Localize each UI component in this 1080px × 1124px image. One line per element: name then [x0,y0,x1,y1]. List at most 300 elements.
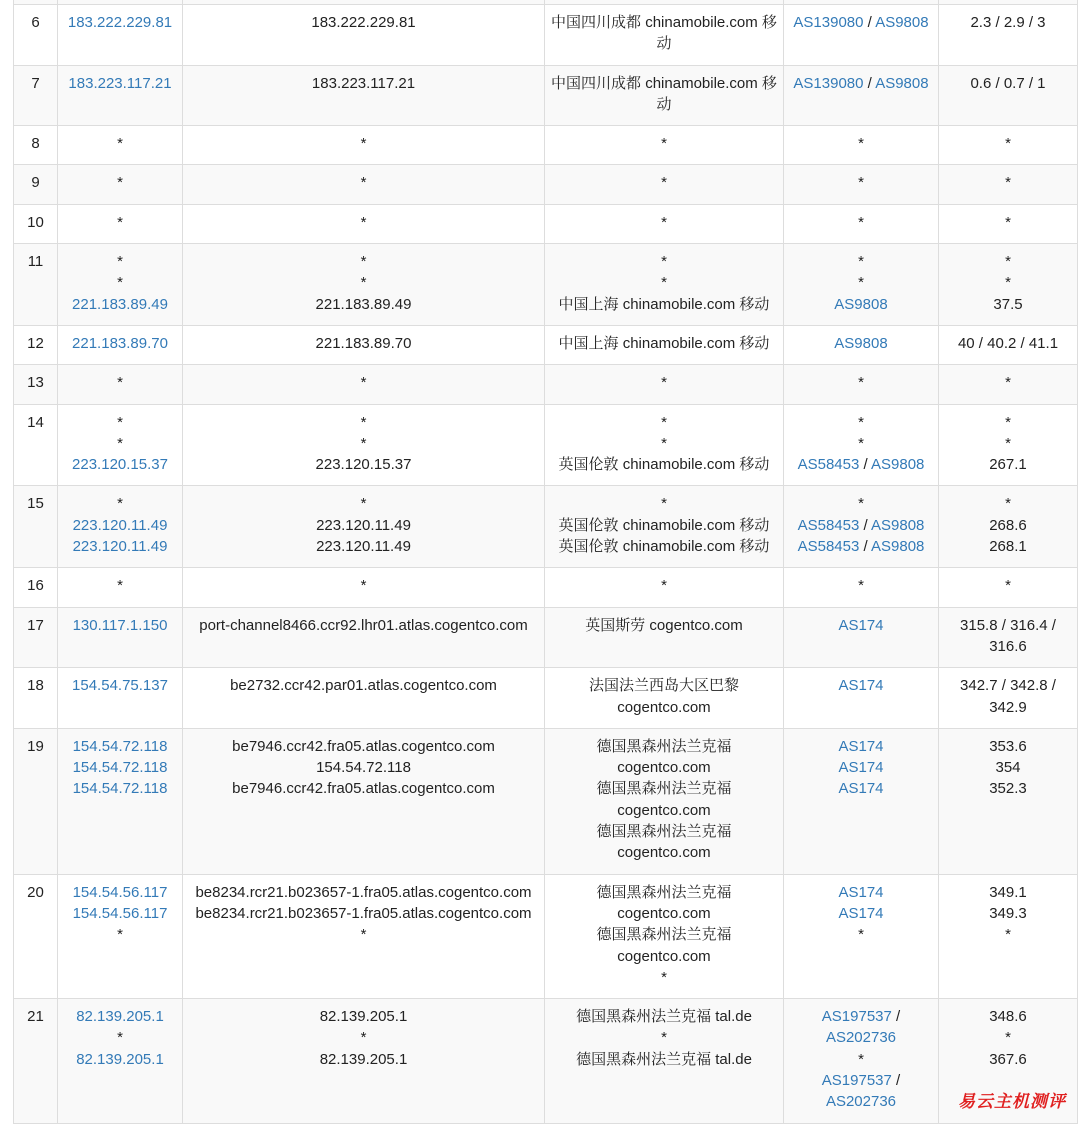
location-cell [545,65,784,126]
timeout-star: * [360,926,367,944]
latency-text: 348.6 [989,1008,1027,1026]
asn-line [790,133,932,154]
location-text: 英国伦敦 chinamobile.com 移动 [558,516,770,534]
asn-line [790,924,932,945]
table-row [14,65,1078,126]
asn-line [790,412,932,433]
timeout-star: * [117,413,123,431]
hostname-text: 183.223.117.21 [311,74,416,92]
asn-link[interactable]: AS58453 [797,516,860,534]
hop-number: 7 [31,74,40,92]
timeout-star: * [858,1050,864,1068]
hostname-cell [183,126,545,165]
ip-link[interactable]: 221.183.89.49 [72,295,168,313]
timeout-star: * [858,577,864,595]
hostname-cell [183,607,545,668]
ip-cell [58,568,183,607]
asn-link[interactable]: AS202736 [825,1093,897,1111]
asn-link[interactable]: AS174 [838,904,884,922]
asn-cell [784,874,939,998]
timeout-star: * [858,174,864,192]
timeout-star: * [117,135,123,153]
latency-cell [939,607,1078,668]
asn-line [790,903,932,924]
hostname-cell [183,668,545,729]
latency-text: 40 / 40.2 / 41.1 [957,334,1059,352]
timeout-star: * [360,374,367,392]
hostname-text: 82.139.205.1 [319,1050,408,1068]
hostname-text: be7946.ccr42.fra05.atlas.cogentco.com [232,780,495,798]
asn-line [790,294,932,315]
hop-number-cell [14,568,58,607]
asn-link[interactable]: AS9808 [875,14,929,31]
asn-line: AS197537 / AS202736 [821,1008,901,1047]
hostname-cell [183,5,545,66]
timeout-star: * [360,174,367,192]
location-text: 法国法兰西岛大区巴黎 cogentco.com [588,677,739,716]
asn-line [790,433,932,454]
hop-number-cell [14,126,58,165]
ip-cell [58,126,183,165]
hop-number-cell [14,204,58,243]
hostname-text: 221.183.89.70 [315,334,412,352]
timeout-star: * [360,577,367,595]
ip-link[interactable]: 154.54.56.117 [72,883,168,901]
timeout-star: * [858,374,864,392]
table-row [14,568,1078,607]
hostname-cell [183,568,545,607]
latency-cell [939,668,1078,729]
latency-cell [939,728,1078,874]
timeout-star: * [858,213,864,231]
latency-text: 0.6 / 0.7 / 1 [970,74,1046,92]
location-cell [545,404,784,486]
location-cell [545,728,784,874]
location-text: 德国黑森州法兰克福 cogentco.com [596,737,732,777]
ip-link[interactable]: 183.223.117.21 [68,74,172,92]
hop-number-cell [14,486,58,568]
hop-number: 14 [27,413,44,431]
asn-link[interactable]: AS58453 [797,456,860,474]
asn-link[interactable]: AS58453 [797,538,860,556]
table-row [14,486,1078,568]
asn-line [790,251,932,272]
asn-cell [784,126,939,165]
timeout-star: * [858,495,864,513]
asn-line [790,372,932,393]
latency-cell [939,404,1078,486]
asn-cell [784,165,939,204]
asn-link[interactable]: AS197537 [821,1008,892,1026]
timeout-star: * [117,577,123,595]
table-row [14,126,1078,165]
hostname-text: be8234.rcr21.b023657-1.fra05.atlas.cogentco.com [195,904,532,922]
hop-number-cell [14,365,58,404]
latency-cell [939,5,1078,66]
latency-text: 315.8 / 316.4 / 316.6 [960,616,1056,655]
ip-link[interactable]: 154.54.72.118 [72,737,168,755]
latency-text: 268.6 [989,516,1027,534]
ip-cell [58,204,183,243]
timeout-star: * [1005,434,1011,452]
hop-number-cell [14,668,58,729]
asn-link[interactable]: AS9808 [871,516,925,534]
ip-cell [58,874,183,998]
location-text: 中国上海 chinamobile.com 移动 [558,334,770,352]
asn-link[interactable]: AS174 [838,759,884,777]
ip-link[interactable]: 221.183.89.70 [72,334,168,352]
ip-cell [58,486,183,568]
table-row [14,728,1078,874]
latency-text: 2.3 / 2.9 / 3 [970,14,1046,31]
asn-link[interactable]: AS139080 [793,74,864,92]
ip-link[interactable]: 130.117.1.150 [72,616,168,634]
timeout-star: * [661,968,667,986]
hop-number-cell [14,244,58,326]
asn-cell [784,244,939,326]
location-text: 中国上海 chinamobile.com 移动 [558,295,770,313]
latency-cell [939,325,1078,364]
hostname-cell [183,486,545,568]
location-cell [545,5,784,66]
hop-number-cell [14,999,58,1123]
hostname-cell [183,165,545,204]
hop-number: 16 [27,577,44,595]
latency-cell [939,365,1078,404]
timeout-star: * [117,926,123,944]
asn-cell [784,325,939,364]
ip-cell [58,668,183,729]
timeout-star: * [360,495,367,513]
watermark-logo: 易云主机测评 [958,1092,1066,1112]
ip-link[interactable]: 82.139.205.1 [76,1008,164,1026]
hostname-cell [183,874,545,998]
location-text: 德国黑森州法兰克福 cogentco.com [596,883,732,922]
location-text: 中国四川成都 chinamobile.com 移动 [551,14,777,53]
location-cell [545,365,784,404]
ip-cell [58,325,183,364]
hostname-text: 223.120.11.49 [316,538,411,556]
location-cell [545,607,784,668]
timeout-star: * [117,213,123,231]
hostname-text: 183.222.229.81 [311,14,416,31]
table-row [14,325,1078,364]
timeout-star: * [858,274,864,292]
hop-number: 10 [27,213,44,231]
asn-line [790,778,932,799]
timeout-star: * [661,1029,667,1047]
timeout-star: * [858,926,864,944]
asn-line [790,736,932,757]
hop-number-cell [14,5,58,66]
hostname-text: 223.120.11.49 [316,516,411,534]
ip-cell [58,244,183,326]
timeout-star: * [1005,374,1011,392]
location-text: 德国黑森州法兰克福 cogentco.com [596,823,732,862]
timeout-star: * [661,213,667,231]
latency-cell [939,568,1078,607]
ip-link[interactable]: 223.120.15.37 [72,456,168,474]
timeout-star: * [1005,253,1011,271]
hop-number-cell [14,65,58,126]
asn-line: AS58453 / AS9808 [797,456,925,474]
timeout-star: * [858,434,864,452]
table-row [14,404,1078,486]
timeout-star: * [1005,495,1011,513]
hop-number: 12 [27,334,44,352]
asn-line [790,615,932,636]
table-row [14,165,1078,204]
asn-link[interactable]: AS174 [838,737,884,755]
table-row [14,244,1078,326]
ip-cell [58,65,183,126]
hop-number: 21 [27,1008,44,1026]
asn-line [790,212,932,233]
timeout-star: * [360,434,367,452]
ip-link[interactable]: 82.139.205.1 [76,1050,164,1068]
timeout-star: * [117,274,123,292]
asn-line [790,757,932,778]
latency-text: 353.6 [989,737,1027,755]
asn-line: AS58453 / AS9808 [797,516,925,534]
latency-cell [939,204,1078,243]
location-cell [545,668,784,729]
traceroute-table [13,0,1078,1124]
latency-cell [939,486,1078,568]
asn-line: AS139080 / AS9808 [793,14,929,31]
asn-link[interactable]: AS9808 [834,295,888,313]
asn-line [790,575,932,596]
location-text: 英国伦敦 chinamobile.com 移动 [558,456,770,474]
timeout-star: * [1005,413,1011,431]
table-row [14,204,1078,243]
hop-number: 13 [27,374,44,392]
hostname-cell [183,65,545,126]
asn-cell [784,404,939,486]
ip-cell [58,404,183,486]
location-cell [545,568,784,607]
timeout-star: * [1005,926,1011,944]
ip-cell [58,999,183,1123]
ip-cell [58,607,183,668]
timeout-star: * [117,253,123,271]
hostname-cell [183,999,545,1123]
latency-text: 349.3 [989,904,1027,922]
timeout-star: * [117,1029,123,1047]
asn-link[interactable]: AS139080 [793,14,864,31]
asn-line: AS197537 / AS202736 [821,1071,901,1111]
location-cell [545,204,784,243]
timeout-star: * [1005,577,1011,595]
location-text: 英国斯劳 cogentco.com [585,616,743,634]
table-row [14,999,1078,1123]
timeout-star: * [858,253,864,271]
location-text: 英国伦敦 chinamobile.com 移动 [558,538,770,556]
asn-cell [784,65,939,126]
table-row [14,607,1078,668]
timeout-star: * [1005,174,1011,192]
timeout-star: * [661,374,667,392]
asn-cell [784,204,939,243]
asn-link[interactable]: AS9808 [834,334,888,352]
hop-number-cell [14,165,58,204]
latency-text: 268.1 [989,538,1027,556]
location-cell [545,486,784,568]
location-text: 中国四川成都 chinamobile.com 移动 [551,74,777,113]
asn-cell [784,607,939,668]
latency-cell [939,65,1078,126]
asn-line: AS58453 / AS9808 [797,538,925,556]
hostname-text: be7946.ccr42.fra05.atlas.cogentco.com [232,737,495,755]
timeout-star: * [360,413,367,431]
hostname-cell [183,204,545,243]
asn-cell [784,999,939,1123]
asn-link[interactable]: AS174 [838,780,884,798]
hop-number: 18 [27,677,44,695]
timeout-star: * [1005,213,1011,231]
timeout-star: * [661,274,667,292]
asn-cell [784,486,939,568]
hostname-text: 154.54.72.118 [316,759,411,777]
hop-number-cell [14,874,58,998]
timeout-star: * [661,495,667,513]
asn-line: AS139080 / AS9808 [793,74,929,92]
location-cell [545,999,784,1123]
location-text: 德国黑森州法兰克福 cogentco.com [596,926,732,965]
location-cell [545,244,784,326]
table-row [14,874,1078,998]
asn-cell [784,668,939,729]
location-text: 德国黑森州法兰克福 tal.de [576,1050,752,1068]
ip-link[interactable]: 154.54.72.118 [72,780,168,798]
asn-link[interactable]: AS197537 [821,1071,892,1089]
asn-cell [784,728,939,874]
timeout-star: * [661,577,667,595]
hop-number-cell [14,404,58,486]
hostname-cell [183,325,545,364]
hostname-text: be8234.rcr21.b023657-1.fra05.atlas.cogentco.com [195,883,532,901]
hop-number: 19 [27,737,44,755]
traceroute-table-body [14,0,1078,1123]
asn-cell [784,365,939,404]
hostname-text: 221.183.89.49 [315,295,412,313]
asn-link[interactable]: AS174 [838,883,884,901]
hop-number-cell [14,325,58,364]
timeout-star: * [858,135,864,153]
ip-cell [58,365,183,404]
hop-number: 20 [27,883,44,901]
latency-text: 354 [995,759,1021,777]
asn-link[interactable]: AS9808 [871,538,925,556]
timeout-star: * [117,174,123,192]
hop-number-cell [14,728,58,874]
ip-link[interactable]: 223.120.11.49 [72,516,168,534]
latency-text: 267.1 [989,456,1027,474]
asn-link[interactable]: AS202736 [825,1029,897,1047]
hop-number: 17 [27,616,44,634]
location-text: 德国黑森州法兰克福 cogentco.com [596,780,732,819]
timeout-star: * [117,495,123,513]
asn-line [790,1049,932,1070]
table-row [14,365,1078,404]
hop-number: 11 [27,253,44,271]
ip-cell [58,728,183,874]
latency-text: 342.7 / 342.8 / 342.9 [960,677,1056,716]
location-cell [545,325,784,364]
timeout-star: * [360,253,367,271]
hostname-cell [183,728,545,874]
timeout-star: * [1005,1029,1011,1047]
asn-link[interactable]: AS174 [838,616,884,634]
ip-link[interactable]: 154.54.72.118 [72,759,168,777]
timeout-star: * [661,174,667,192]
timeout-star: * [1005,274,1011,292]
latency-cell [939,126,1078,165]
location-cell [545,126,784,165]
ip-link[interactable]: 154.54.56.117 [72,904,168,922]
hostname-cell [183,404,545,486]
asn-link[interactable]: AS174 [838,677,884,695]
timeout-star: * [117,434,123,452]
asn-line [790,172,932,193]
timeout-star: * [661,413,667,431]
ip-link[interactable]: 183.222.229.81 [67,14,173,31]
timeout-star: * [360,135,367,153]
location-cell [545,165,784,204]
timeout-star: * [661,434,667,452]
timeout-star: * [360,1029,367,1047]
ip-cell [58,165,183,204]
asn-line [790,675,932,696]
latency-text: 349.1 [989,883,1027,901]
ip-cell [58,5,183,66]
asn-link[interactable]: AS9808 [875,74,929,92]
latency-text: 37.5 [993,295,1023,313]
latency-cell [939,244,1078,326]
latency-text: 367.6 [989,1050,1027,1068]
asn-line [790,493,932,514]
timeout-star: * [360,213,367,231]
hostname-text: 82.139.205.1 [319,1008,408,1026]
hop-number: 9 [31,174,40,192]
ip-link[interactable]: 223.120.11.49 [72,538,168,556]
hostname-text: 223.120.15.37 [315,456,412,474]
asn-cell [784,5,939,66]
timeout-star: * [117,374,123,392]
location-text: 德国黑森州法兰克福 tal.de [576,1008,752,1026]
location-cell [545,874,784,998]
table-row [14,5,1078,66]
hostname-text: port-channel8466.ccr92.lhr01.atlas.cogentco.com [199,616,528,634]
table-row [14,668,1078,729]
latency-cell [939,874,1078,998]
asn-cell [784,568,939,607]
timeout-star: * [858,413,864,431]
hostname-cell [183,365,545,404]
timeout-star: * [661,253,667,271]
hostname-cell [183,244,545,326]
latency-text: 352.3 [989,780,1027,798]
asn-line [790,882,932,903]
hostname-text: be2732.ccr42.par01.atlas.cogentco.com [230,677,497,695]
timeout-star: * [1005,135,1011,153]
asn-link[interactable]: AS9808 [871,456,925,474]
hop-number-cell [14,607,58,668]
latency-cell [939,165,1078,204]
timeout-star: * [661,135,667,153]
hop-number: 8 [31,135,40,153]
ip-link[interactable]: 154.54.75.137 [72,677,168,695]
